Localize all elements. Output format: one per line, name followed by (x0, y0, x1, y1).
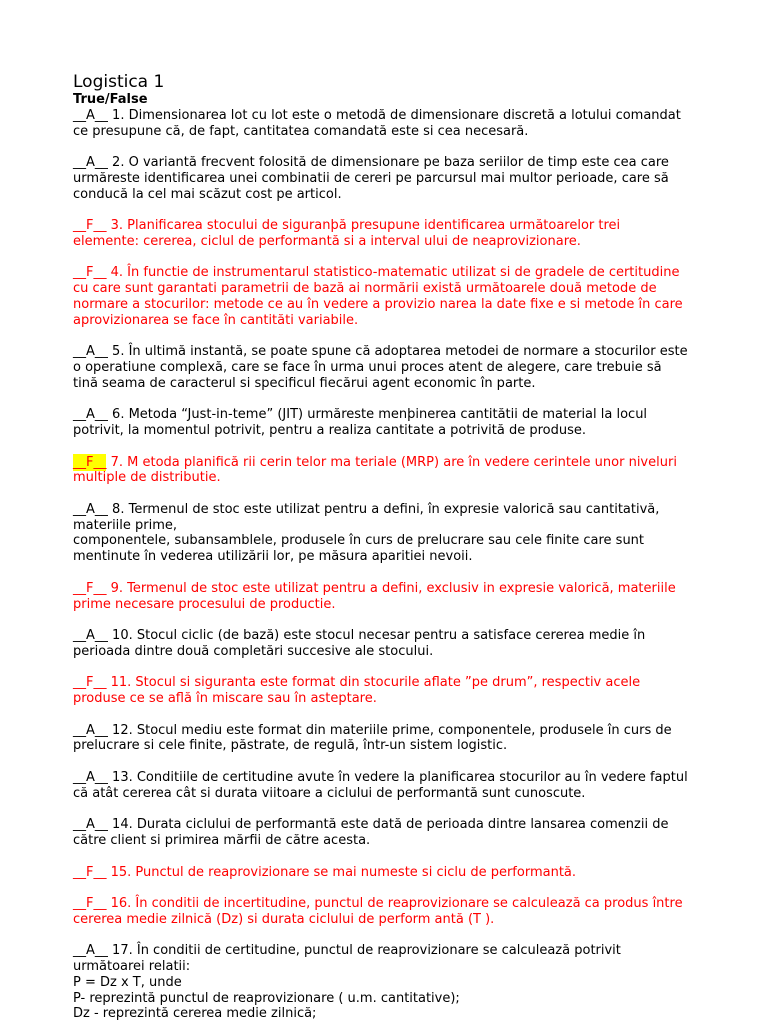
question-text: 6. Metoda “Just-in-teme” (JIT) urmăreste menþinerea cantitătii de material la locul (112, 407, 648, 423)
answer-marker: __F__ (73, 218, 107, 234)
question-item (73, 675, 768, 707)
question-text: că atât cererea cât si durata viitoare a ciclului de performantă sunt cunoscute. (73, 785, 586, 801)
question-text: componentele, subansamblele, produsele în curs de prelucrare sau cele finite care sunt (73, 533, 645, 549)
question-text: 12. Stocul mediu este format din materiile prime, componentele, produsele în curs de (112, 722, 672, 738)
question-text: 7. M etoda planifică rii cerin telor ma teriale (MRP) are în vedere cerintele unor niveluri (110, 454, 677, 470)
question-first-line (73, 218, 768, 234)
question-line (73, 423, 768, 439)
answer-marker: __A__ (73, 107, 108, 123)
question-line (73, 518, 768, 534)
question-first-line (73, 455, 768, 471)
question-first-line (73, 865, 768, 881)
answer-marker: __A__ (73, 501, 108, 517)
question-text: 5. În ultimă instantă, se poate spune că adoptarea metodei de normare a stocurilor este (112, 344, 688, 360)
question-line (73, 297, 768, 313)
question-text: 8. Termenul de stoc este utilizat pentru a defini, în expresie valorică sau cantitativă, (112, 501, 660, 517)
question-text: 3. Planificarea stocului de siguranþă presupune identificarea următoarelor trei (110, 218, 621, 234)
answer-marker: __F__ (73, 580, 107, 596)
question-line (73, 124, 768, 140)
question-item (73, 108, 768, 140)
question-first-line (73, 581, 768, 597)
answer-marker: __F__ (73, 864, 107, 880)
answer-marker: __A__ (73, 155, 108, 171)
question-line (73, 691, 768, 707)
question-item (73, 407, 768, 439)
question-text: 4. În functie de instrumentarul statistico-matematic utilizat si de gradele de certitudine (110, 265, 680, 281)
question-line (73, 1006, 768, 1022)
question-text: cu care sunt garantati parametrii de bază ai normării există următoarele două metode de (73, 281, 657, 297)
question-text: Dz - reprezintă cererea medie zilnică; (73, 1006, 317, 1022)
question-line (73, 549, 768, 565)
answer-marker: __A__ (73, 628, 108, 644)
answer-marker: __A__ (73, 943, 108, 959)
question-line (73, 533, 768, 549)
question-text: elemente: cererea, ciclul de performantă si a interval ului de neaprovizionare. (73, 233, 581, 249)
question-text: P- reprezintă punctul de reaprovizionare ( u.m. cantitative); (73, 990, 460, 1006)
answer-marker: __F__ (73, 675, 107, 691)
question-item (73, 218, 768, 250)
question-item (73, 581, 768, 613)
question-item (73, 455, 768, 487)
question-line (73, 360, 768, 376)
question-item (73, 265, 768, 328)
question-line (73, 281, 768, 297)
question-line (73, 597, 768, 613)
question-text: prime necesare procesului de productie. (73, 596, 336, 612)
answer-marker: __A__ (73, 722, 108, 738)
question-line (73, 833, 768, 849)
question-first-line (73, 675, 768, 691)
question-text: ce presupune că, de fapt, cantitatea comandată este si cea necesară. (73, 123, 529, 139)
question-item (73, 770, 768, 802)
question-item (73, 896, 768, 928)
answer-marker: __A__ (73, 817, 108, 833)
question-item (73, 723, 768, 755)
question-text: 15. Punctul de reaprovizionare se mai numeste si ciclu de performantă. (110, 864, 577, 880)
page-title: Logistica 1 (73, 72, 165, 92)
question-text: cererea medie zilnică (Dz) si durata ciclului de perform antă (T ). (73, 911, 495, 927)
question-text: către client si primirea mărfii de către acesta. (73, 832, 371, 848)
question-line (73, 738, 768, 754)
question-item (73, 344, 768, 391)
answer-marker: __A__ (73, 407, 108, 423)
question-line (73, 234, 768, 250)
question-text: conducă la cel mai scăzut cost pe articol. (73, 186, 342, 202)
question-text: tină seama de caracterul si specificul fiecărui agent economic în parte. (73, 375, 536, 391)
question-line (73, 644, 768, 660)
question-text: 14. Durata ciclului de performantă este dată de perioada dintre lansarea comenzii de (112, 817, 669, 833)
question-text: 13. Conditiile de certitudine avute în vedere la planificarea stocurilor au în vedere faptul (112, 769, 688, 785)
question-text: 10. Stocul ciclic (de bază) este stocul necesar pentru a satisface cererea medie în (112, 628, 646, 644)
answer-marker: __A__ (73, 344, 108, 360)
question-text: 16. În conditii de incertitudine, punctul de reaprovizionare se calculează ca produs între (110, 896, 683, 912)
question-first-line (73, 943, 768, 959)
question-line (73, 975, 768, 991)
question-first-line (73, 817, 768, 833)
question-line (73, 376, 768, 392)
question-line (73, 187, 768, 203)
question-list (73, 108, 768, 1022)
question-item (73, 502, 768, 565)
answer-marker: __F__ (73, 896, 107, 912)
question-text: 9. Termenul de stoc este utilizat pentru a defini, exclusiv in expresie valorică, materiile (110, 580, 676, 596)
answer-marker: __F__ (73, 454, 107, 470)
question-text: potrivit, la momentul potrivit, pentru a realiza cantitate a potrivită de produse. (73, 423, 586, 439)
question-text: materiile prime, (73, 517, 178, 533)
question-line (73, 171, 768, 187)
question-item (73, 628, 768, 660)
question-text: o operatiune complexă, care se face în urma unui proces atent de alegere, care trebuie să (73, 360, 662, 376)
question-text: 17. În conditii de certitudine, punctul de reaprovizionare se calculează potrivit (112, 943, 621, 959)
question-line (73, 991, 768, 1007)
question-first-line (73, 628, 768, 644)
question-first-line (73, 155, 768, 171)
question-text: mentinute în vederea utilizării lor, pe măsura aparitiei nevoii. (73, 549, 473, 565)
question-line (73, 470, 768, 486)
question-text: 1. Dimensionarea lot cu lot este o metodă de dimensionare discretă a lotului comandat (112, 107, 681, 123)
answer-marker: __F__ (73, 265, 107, 281)
question-text: produse ce se află în miscare sau în asteptare. (73, 691, 377, 707)
question-text: următoarei relatii: (73, 959, 191, 975)
answer-marker: __A__ (73, 769, 108, 785)
question-first-line (73, 108, 768, 124)
question-text: 11. Stocul si siguranta este format din stocurile aflate ”pe drum”, respectiv acele (110, 675, 641, 691)
question-line (73, 959, 768, 975)
question-first-line (73, 265, 768, 281)
question-text: normare a stocurilor: metode ce au în vedere a provizio narea la date fixe e si metode în care (73, 296, 683, 312)
question-item (73, 155, 768, 202)
question-text: prelucrare si cele finite, păstrate, de regulă, într-un sistem logistic. (73, 738, 508, 754)
question-text: urmăreste identificarea unei combinatii de cereri pe parcursul mai multor perioade, care să (73, 170, 669, 186)
question-item (73, 943, 768, 1022)
question-text: 2. O variantă frecvent folosită de dimensionare pe baza seriilor de timp este cea care (112, 155, 669, 171)
section-subtitle: True/False (73, 92, 148, 107)
question-line (73, 912, 768, 928)
question-text: multiple de distributie. (73, 470, 221, 486)
question-first-line (73, 723, 768, 739)
question-text: perioada dintre două completări succesive ale stocului. (73, 643, 434, 659)
question-first-line (73, 344, 768, 360)
question-text: aprovizionarea se face în cantităti variabile. (73, 312, 359, 328)
question-first-line (73, 502, 768, 518)
question-text: P = Dz x T, unde (73, 974, 182, 990)
question-line (73, 313, 768, 329)
question-first-line (73, 770, 768, 786)
question-line (73, 786, 768, 802)
question-item (73, 817, 768, 849)
question-first-line (73, 896, 768, 912)
question-item (73, 865, 768, 881)
question-first-line (73, 407, 768, 423)
